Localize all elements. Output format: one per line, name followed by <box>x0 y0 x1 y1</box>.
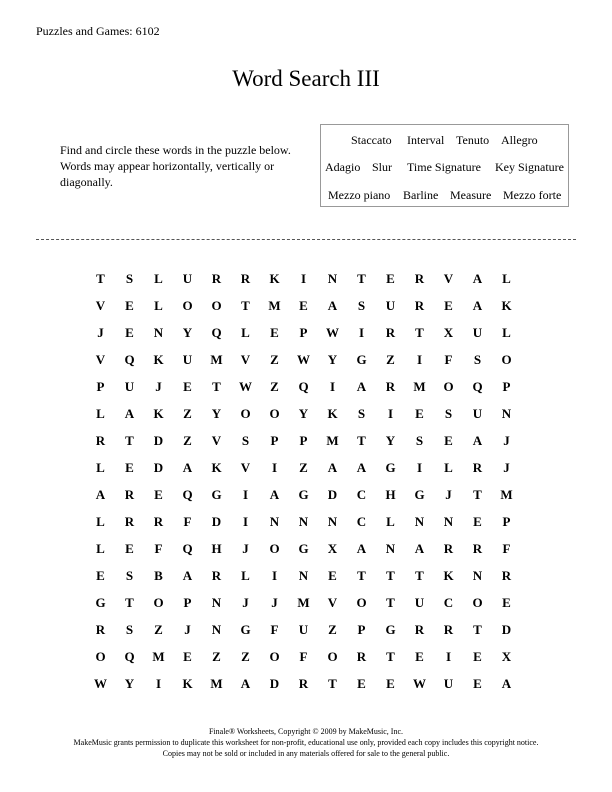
grid-letter[interactable]: J <box>242 541 249 556</box>
grid-letter[interactable]: A <box>356 379 367 394</box>
grid-letter[interactable]: L <box>96 460 105 475</box>
grid-letter[interactable]: R <box>356 649 367 664</box>
grid-letter[interactable]: R <box>298 676 309 691</box>
grid-letter[interactable]: E <box>444 433 453 448</box>
grid-letter[interactable]: Y <box>182 325 193 340</box>
grid-letter[interactable]: T <box>125 433 134 448</box>
grid-letter[interactable]: P <box>502 514 511 529</box>
grid-letter[interactable]: P <box>96 379 105 394</box>
grid-letter[interactable]: R <box>501 568 512 583</box>
grid-letter[interactable]: Y <box>298 406 309 421</box>
grid-letter[interactable]: F <box>502 541 511 556</box>
grid-letter[interactable]: I <box>155 676 162 691</box>
grid-letter[interactable]: N <box>269 514 280 529</box>
grid-letter[interactable]: K <box>269 271 280 286</box>
word-list-item: Barline <box>403 188 439 202</box>
grid-letter[interactable]: P <box>502 379 511 394</box>
grid-letter[interactable]: O <box>153 595 164 610</box>
grid-letter[interactable]: T <box>212 379 221 394</box>
grid-letter[interactable]: U <box>182 352 193 367</box>
grid-letter[interactable]: I <box>271 460 278 475</box>
grid-letter[interactable]: Z <box>212 649 221 664</box>
grid-letter[interactable]: A <box>124 406 135 421</box>
grid-letter[interactable]: M <box>500 487 513 502</box>
grid-letter[interactable]: E <box>183 379 192 394</box>
grid-letter[interactable]: G <box>356 352 367 367</box>
grid-letter[interactable]: E <box>125 541 134 556</box>
grid-letter[interactable]: F <box>444 352 453 367</box>
grid-letter[interactable]: F <box>183 514 192 529</box>
grid-letter[interactable]: T <box>473 487 482 502</box>
grid-letter[interactable]: T <box>328 676 337 691</box>
grid-letter[interactable]: Q <box>472 379 483 394</box>
grid-letter[interactable]: P <box>183 595 192 610</box>
grid-letter[interactable]: A <box>327 298 338 313</box>
grid-letter[interactable]: X <box>501 649 512 664</box>
grid-letter[interactable]: G <box>240 622 251 637</box>
grid-letter[interactable]: D <box>327 487 338 502</box>
word-list-item: Interval <box>407 133 445 147</box>
grid-letter[interactable]: K <box>327 406 338 421</box>
copyright-footer <box>0 726 612 759</box>
grid-letter[interactable]: M <box>210 676 223 691</box>
grid-letter[interactable]: O <box>269 649 280 664</box>
word-list-item: Measure <box>450 188 492 202</box>
grid-letter[interactable]: L <box>502 271 511 286</box>
grid-letter[interactable]: T <box>386 649 395 664</box>
word-list-item: Key Signature <box>495 160 564 174</box>
word-search-grid[interactable] <box>86 270 521 702</box>
grid-letter[interactable]: E <box>125 325 134 340</box>
grid-letter[interactable]: I <box>416 460 423 475</box>
grid-letter[interactable]: U <box>472 406 483 421</box>
grid-letter[interactable]: I <box>358 325 365 340</box>
grid-letter[interactable]: S <box>125 568 134 583</box>
grid-letter[interactable]: T <box>386 595 395 610</box>
grid-letter[interactable]: N <box>385 541 396 556</box>
grid-letter[interactable]: O <box>95 649 106 664</box>
grid-letter[interactable]: C <box>356 487 367 502</box>
grid-letter[interactable]: J <box>503 433 510 448</box>
grid-letter[interactable]: R <box>95 433 106 448</box>
grid-letter[interactable]: F <box>299 649 308 664</box>
grid-letter[interactable]: U <box>298 622 309 637</box>
grid-letter[interactable]: I <box>242 514 249 529</box>
grid-letter[interactable]: M <box>297 595 310 610</box>
grid-letter[interactable]: U <box>182 271 193 286</box>
grid-letter[interactable]: S <box>357 406 366 421</box>
grid-letter[interactable]: R <box>385 325 396 340</box>
grid-letter[interactable]: I <box>416 352 423 367</box>
grid-letter[interactable]: J <box>155 379 162 394</box>
grid-letter[interactable]: Q <box>211 325 222 340</box>
word-list-item: Slur <box>372 160 393 174</box>
grid-letter[interactable]: L <box>444 460 453 475</box>
grid-letter[interactable]: O <box>182 298 193 313</box>
grid-letter[interactable]: D <box>211 514 222 529</box>
grid-letter[interactable]: L <box>386 514 395 529</box>
grid-letter[interactable]: L <box>241 325 250 340</box>
grid-letter[interactable]: A <box>414 541 425 556</box>
grid-letter[interactable]: E <box>473 649 482 664</box>
grid-letter[interactable]: V <box>240 352 251 367</box>
grid-letter[interactable]: C <box>356 514 367 529</box>
grid-letter[interactable]: O <box>211 298 222 313</box>
grid-letter[interactable]: L <box>154 271 163 286</box>
grid-letter[interactable]: E <box>473 514 482 529</box>
grid-letter[interactable]: N <box>472 568 483 583</box>
grid-letter[interactable]: G <box>95 595 106 610</box>
grid-letter[interactable]: X <box>327 541 338 556</box>
grid-letter[interactable]: E <box>125 298 134 313</box>
grid-letter[interactable]: I <box>242 487 249 502</box>
grid-letter[interactable]: H <box>385 487 396 502</box>
word-list-item: Staccato <box>351 133 392 147</box>
grid-letter[interactable]: K <box>501 298 512 313</box>
grid-letter[interactable]: Z <box>328 622 337 637</box>
grid-letter[interactable]: T <box>241 298 250 313</box>
grid-letter[interactable]: T <box>473 622 482 637</box>
grid-letter[interactable]: M <box>268 298 281 313</box>
word-list-item: Mezzo piano <box>328 188 391 202</box>
footer-restriction-line: Copies may not be sold or included in any materials offered for sale to the general public. <box>162 749 450 758</box>
grid-letter[interactable]: O <box>327 649 338 664</box>
grid-letter[interactable]: N <box>211 622 222 637</box>
grid-letter[interactable]: T <box>386 568 395 583</box>
grid-letter[interactable]: C <box>443 595 454 610</box>
grid-letter[interactable]: I <box>300 271 307 286</box>
grid-letter[interactable]: R <box>211 271 222 286</box>
grid-letter[interactable]: A <box>472 433 483 448</box>
grid-letter[interactable]: T <box>357 271 366 286</box>
grid-letter[interactable]: L <box>96 406 105 421</box>
word-list-item: Tenuto <box>456 133 490 147</box>
grid-letter[interactable]: I <box>271 568 278 583</box>
grid-letter[interactable]: O <box>501 352 512 367</box>
grid-letter[interactable]: Y <box>385 433 396 448</box>
grid-letter[interactable]: O <box>443 379 454 394</box>
grid-letter[interactable]: N <box>298 568 309 583</box>
grid-letter[interactable]: E <box>415 406 424 421</box>
grid-letter[interactable]: S <box>444 406 453 421</box>
grid-letter[interactable]: P <box>270 433 279 448</box>
grid-letter[interactable]: L <box>154 298 163 313</box>
grid-letter[interactable]: Z <box>154 622 163 637</box>
grid-letter[interactable]: R <box>385 379 396 394</box>
grid-letter[interactable]: N <box>443 514 454 529</box>
grid-letter[interactable]: G <box>298 541 309 556</box>
grid-letter[interactable]: V <box>443 271 454 286</box>
grid-letter[interactable]: Z <box>270 379 279 394</box>
grid-letter[interactable]: G <box>211 487 222 502</box>
grid-letter[interactable]: J <box>503 460 510 475</box>
grid-letter[interactable]: E <box>415 649 424 664</box>
grid-letter[interactable]: E <box>386 271 395 286</box>
grid-letter[interactable]: S <box>125 271 134 286</box>
grid-letter[interactable]: E <box>357 676 366 691</box>
grid-letter[interactable]: M <box>210 352 223 367</box>
grid-letter[interactable]: R <box>153 514 164 529</box>
grid-letter[interactable]: U <box>385 298 396 313</box>
footer-copyright-line: Finale® Worksheets, Copyright © 2009 by MakeMusic, Inc. <box>208 727 403 736</box>
grid-letter[interactable]: I <box>329 379 336 394</box>
grid-letter[interactable]: N <box>501 406 512 421</box>
grid-letter[interactable]: U <box>443 676 454 691</box>
grid-letter[interactable]: K <box>211 460 222 475</box>
grid-letter[interactable]: A <box>269 487 280 502</box>
grid-letter[interactable]: A <box>182 568 193 583</box>
grid-letter[interactable]: S <box>415 433 424 448</box>
grid-letter[interactable]: T <box>96 271 105 286</box>
grid-letter[interactable]: E <box>183 649 192 664</box>
page-title: Word Search III <box>232 66 380 91</box>
grid-letter[interactable]: T <box>415 568 424 583</box>
grid-letter[interactable]: D <box>269 676 280 691</box>
grid-letter[interactable]: G <box>385 460 396 475</box>
grid-letter[interactable]: E <box>473 676 482 691</box>
word-list-item: Mezzo forte <box>503 188 562 202</box>
grid-letter[interactable]: S <box>473 352 482 367</box>
instructions-text: Find and circle these words in the puzzle below. Words may appear horizontally, vertically or diagonally. <box>60 143 291 189</box>
word-list-item: Adagio <box>325 160 361 174</box>
word-list-item: Time Signature <box>407 160 481 174</box>
grid-letter[interactable]: N <box>327 514 338 529</box>
grid-letter[interactable]: T <box>125 595 134 610</box>
grid-letter[interactable]: K <box>153 406 164 421</box>
grid-letter[interactable]: G <box>385 622 396 637</box>
grid-letter[interactable]: E <box>125 460 134 475</box>
grid-letter[interactable]: G <box>298 487 309 502</box>
footer-permission-line: MakeMusic grants permission to duplicate this worksheet for non-profit, educational use only, provided each copy includes this copyright notice. <box>73 738 539 747</box>
grid-letter[interactable]: U <box>124 379 135 394</box>
grid-letter[interactable]: S <box>357 298 366 313</box>
grid-letter[interactable]: H <box>211 541 222 556</box>
grid-letter[interactable]: Y <box>211 406 222 421</box>
grid-letter[interactable]: E <box>444 298 453 313</box>
grid-letter[interactable]: A <box>472 298 483 313</box>
grid-letter[interactable]: O <box>472 595 483 610</box>
grid-letter[interactable]: E <box>502 595 511 610</box>
grid-letter[interactable]: L <box>96 541 105 556</box>
grid-letter[interactable]: B <box>154 568 163 583</box>
grid-letter[interactable]: J <box>184 622 191 637</box>
grid-letter[interactable]: V <box>240 460 251 475</box>
grid-letter[interactable]: P <box>299 433 308 448</box>
grid-letter[interactable]: E <box>96 568 105 583</box>
grid-letter[interactable]: U <box>414 595 425 610</box>
grid-letter[interactable]: N <box>298 514 309 529</box>
grid-letter[interactable]: Z <box>241 649 250 664</box>
grid-letter[interactable]: R <box>124 514 135 529</box>
grid-letter[interactable]: Z <box>386 352 395 367</box>
grid-letter[interactable]: A <box>240 676 251 691</box>
grid-letter[interactable]: O <box>269 406 280 421</box>
grid-letter[interactable]: D <box>153 460 164 475</box>
word-list-row <box>321 188 568 204</box>
grid-letter[interactable]: P <box>357 622 366 637</box>
grid-letter[interactable]: W <box>94 676 107 691</box>
grid-letter[interactable]: Q <box>124 352 135 367</box>
word-list-row <box>321 160 568 176</box>
grid-letter[interactable]: S <box>125 622 134 637</box>
grid-letter[interactable]: R <box>211 568 222 583</box>
grid-letter[interactable]: J <box>271 595 278 610</box>
grid-letter[interactable]: E <box>328 568 337 583</box>
grid-letter[interactable]: D <box>501 622 512 637</box>
grid-letter[interactable]: Z <box>183 433 192 448</box>
grid-letter[interactable]: Z <box>299 460 308 475</box>
grid-letter[interactable]: N <box>414 514 425 529</box>
grid-letter[interactable]: K <box>443 568 454 583</box>
grid-letter[interactable]: Z <box>183 406 192 421</box>
grid-letter[interactable]: A <box>356 460 367 475</box>
grid-letter[interactable]: D <box>153 433 164 448</box>
grid-letter[interactable]: W <box>326 325 339 340</box>
grid-letter[interactable]: Y <box>327 352 338 367</box>
grid-letter[interactable]: E <box>154 487 163 502</box>
grid-letter[interactable]: R <box>472 460 483 475</box>
grid-letter[interactable]: L <box>502 325 511 340</box>
grid-letter[interactable]: W <box>413 676 426 691</box>
grid-letter[interactable]: N <box>153 325 164 340</box>
grid-letter[interactable]: E <box>299 298 308 313</box>
grid-letter[interactable]: V <box>95 298 106 313</box>
grid-letter[interactable]: A <box>95 487 106 502</box>
grid-letter[interactable]: M <box>152 649 165 664</box>
grid-letter[interactable]: N <box>211 595 222 610</box>
grid-letter[interactable]: K <box>153 352 164 367</box>
grid-letter[interactable]: X <box>443 325 454 340</box>
grid-letter[interactable]: T <box>357 433 366 448</box>
grid-letter[interactable]: T <box>357 568 366 583</box>
grid-letter[interactable]: A <box>327 460 338 475</box>
grid-letter[interactable]: L <box>241 568 250 583</box>
grid-letter[interactable]: J <box>242 595 249 610</box>
grid-letter[interactable]: M <box>413 379 426 394</box>
grid-letter[interactable]: W <box>239 379 252 394</box>
grid-letter[interactable]: L <box>96 514 105 529</box>
grid-letter[interactable]: T <box>415 325 424 340</box>
grid-letter[interactable]: E <box>270 325 279 340</box>
grid-letter[interactable]: I <box>445 649 452 664</box>
grid-letter[interactable]: M <box>326 433 339 448</box>
grid-letter[interactable]: J <box>97 325 104 340</box>
grid-letter[interactable]: I <box>387 406 394 421</box>
grid-letter[interactable]: R <box>414 622 425 637</box>
grid-letter[interactable]: A <box>472 271 483 286</box>
grid-letter[interactable]: Y <box>124 676 135 691</box>
grid-letter[interactable]: A <box>182 460 193 475</box>
grid-letter[interactable]: Q <box>298 379 309 394</box>
grid-letter[interactable]: P <box>299 325 308 340</box>
grid-letter[interactable]: R <box>443 622 454 637</box>
grid-letter[interactable]: S <box>241 433 250 448</box>
grid-letter[interactable]: U <box>472 325 483 340</box>
grid-letter[interactable]: Q <box>124 649 135 664</box>
grid-letter[interactable]: F <box>154 541 163 556</box>
word-list-item: Allegro <box>501 133 538 147</box>
grid-letter[interactable]: V <box>211 433 222 448</box>
grid-letter[interactable]: V <box>327 595 338 610</box>
section-divider <box>36 239 576 240</box>
grid-letter[interactable]: Q <box>182 541 193 556</box>
grid-letter[interactable]: R <box>240 271 251 286</box>
grid-letter[interactable]: R <box>124 487 135 502</box>
grid-letter[interactable]: R <box>472 541 483 556</box>
grid-letter[interactable]: W <box>297 352 310 367</box>
grid-letter[interactable]: O <box>356 595 367 610</box>
grid-letter[interactable]: Q <box>182 487 193 502</box>
grid-letter[interactable]: R <box>443 541 454 556</box>
grid-letter[interactable]: O <box>240 406 251 421</box>
grid-letter[interactable]: A <box>356 541 367 556</box>
grid-letter[interactable]: A <box>501 676 512 691</box>
grid-letter[interactable]: K <box>182 676 193 691</box>
word-list-row <box>321 133 568 149</box>
grid-letter[interactable]: R <box>414 271 425 286</box>
grid-letter[interactable]: G <box>414 487 425 502</box>
grid-letter[interactable]: V <box>95 352 106 367</box>
grid-letter[interactable]: F <box>270 622 279 637</box>
word-list-box <box>320 124 569 207</box>
grid-letter[interactable]: N <box>327 271 338 286</box>
grid-letter[interactable]: Z <box>270 352 279 367</box>
grid-letter[interactable]: O <box>269 541 280 556</box>
grid-letter[interactable]: R <box>95 622 106 637</box>
grid-letter[interactable]: R <box>414 298 425 313</box>
grid-letter[interactable]: E <box>386 676 395 691</box>
grid-letter[interactable]: J <box>445 487 452 502</box>
worksheet-category-label: Puzzles and Games: 6102 <box>36 24 160 38</box>
